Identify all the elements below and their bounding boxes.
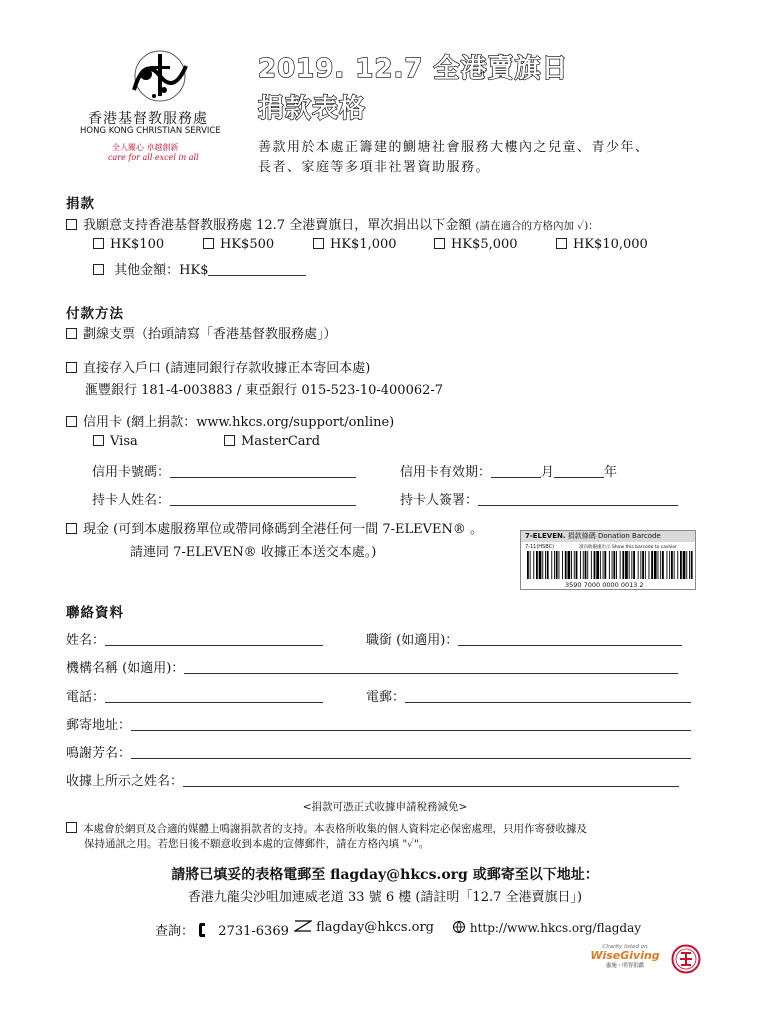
enquiry-row [155,920,289,939]
organisation-label: 機構名稱 (如適用)： [66,661,185,676]
barcode-bar [662,551,664,579]
visa-checkbox[interactable] [93,435,104,446]
website-link[interactable]: http://www.hkcs.org/flagday [469,921,642,935]
deposit-accounts: 滙豐銀行 181-4-003883 / 東亞銀行 015-523-10-400062-7 [85,383,444,398]
barcode-bar [645,551,646,579]
barcode-bar [642,551,644,579]
card-signature-row [400,489,678,508]
barcode-code-label: 7-11(HSBC) [525,544,555,550]
year-label: 年 [604,465,618,480]
barcode-title-en: Donation Barcode [598,532,661,540]
org-name-en: HONG KONG CHRISTIAN SERVICE [80,126,221,136]
barcode-bar [667,551,668,579]
position-field[interactable] [458,632,682,646]
barcode-bar [565,551,567,579]
barcode-bar [604,551,606,579]
mailing-address: 香港九龍尖沙咀加連威老道 33 號 6 樓 (請註明「12.7 全港賣旗日」) [187,890,583,905]
phone-label: 電話： [66,690,106,705]
intro-line-2: 長者、家庭等多項非社署資助服務。 [258,160,491,175]
barcode-bar [689,551,690,579]
card-signature-field[interactable] [478,492,678,506]
page-title: 2019. 12.7 全港賣旗日 [258,54,569,84]
slogan-en: care for all excel in all [108,153,199,162]
amount-checkbox-5000[interactable] [434,238,445,249]
barcode-bar [629,551,630,579]
barcode-bar [533,551,534,579]
position-label: 職銜 (如適用)： [366,633,459,648]
other-amount-label: 其他金額：HK$ [114,263,209,278]
barcode-bar [574,551,575,579]
card-expiry-row [400,461,617,480]
mastercard-checkbox[interactable] [224,435,235,446]
wisegiving-small-text: Charity listed on [602,944,648,950]
card-holder-row [92,489,356,508]
other-amount-field[interactable] [208,262,306,276]
wisegiving-cn: 惠施・明智捐獻 [605,963,645,969]
barcode-number: 3590 7000 0000 0013 2 [565,581,644,589]
barcode-bar [587,551,588,579]
barcode-bar [638,551,639,579]
card-number-field[interactable] [170,464,356,478]
organisation-field[interactable] [184,660,678,674]
cash-line-2: 請連同 7-ELEVEN® 收據正本送交本處。) [130,545,377,560]
hkcs-logo [80,46,235,166]
barcode-bar [620,551,621,579]
barcode-bar [568,551,571,579]
barcode-bar [554,551,555,579]
intro-text [258,138,650,178]
opt-out-checkbox[interactable] [66,822,77,833]
address-field[interactable] [131,717,691,731]
barcode-bar [583,551,584,579]
card-number-row [92,461,356,480]
card-number-label: 信用卡號碼： [92,465,171,480]
amount-label: HK$1,000 [330,237,397,252]
contact-acknowledge-row [66,742,691,761]
cheque-label: 劃線支票（抬頭請寫「香港基督教服務處」） [83,327,337,342]
barcode-bars-icon [525,551,693,581]
barcode-bar [671,551,673,579]
cheque-checkbox[interactable] [66,328,77,339]
website-contact [452,920,641,935]
payment-cash [66,518,483,537]
cash-line-1: 現金 (可到本處服務單位或帶同條碼到全港任何一間 7-ELEVEN® 。 [83,522,483,537]
barcode-bar [613,551,615,579]
card-signature-label: 持卡人簽署： [400,493,479,508]
barcode-bar [556,551,558,579]
contact-receipt-row [66,770,679,789]
barcode-bar [580,551,581,579]
phone-field[interactable] [105,689,323,703]
privacy-line-1: 本處會於網頁及合適的媒體上鳴謝捐款者的支持。本表格所收集的個人資料定必保密處理，只用作寄發收據及 [83,823,587,835]
amount-option-500[interactable] [203,237,274,252]
acknowledge-name-field[interactable] [131,745,691,759]
barcode-bar [680,551,682,579]
card-holder-label: 持卡人姓名： [92,493,171,508]
amount-checkbox-1000[interactable] [313,238,324,249]
payment-deposit [66,357,370,376]
hkcs-logo-icon [124,46,194,106]
barcode-bar [616,551,617,579]
barcode-bar [654,551,657,579]
month-label: 月 [541,465,555,480]
amount-label: HK$5,000 [451,237,518,252]
contact-position-row [366,629,682,648]
payment-credit-card [66,411,394,430]
barcode-bar [539,551,542,579]
deposit-label: 直接存入戶口 (請連同銀行存款收據正本寄回本處) [83,361,371,376]
payment-heading: 付款方法 [66,306,124,322]
barcode-bar [547,551,549,579]
name-label: 姓名： [66,633,106,648]
email-label: 電郵： [366,690,406,705]
amount-option-100[interactable] [93,237,164,252]
contact-heading: 聯絡資料 [66,605,124,621]
visa-label: Visa [110,434,138,449]
barcode-bar [633,551,635,579]
barcode-instruction: 請向收銀處出示 Show this barcode to cashier [579,545,678,550]
intro-line-1: 善款用於本處正籌建的鰂塘社會服務大樓內之兒童、青少年、 [258,140,650,155]
amount-option-10000[interactable] [556,237,648,252]
wisegiving-name: WiseGiving [590,949,660,962]
contact-name-row [66,629,323,648]
barcode-bar [625,551,628,579]
credit-card-checkbox[interactable] [66,416,77,427]
contact-email-row [366,686,691,705]
barcode-header [521,531,695,542]
donation-statement-note: (請在適合的方格內加 ✓)： [475,220,599,232]
barcode-bar [559,551,560,579]
acknowledge-name-label: 鳴謝芳名： [66,746,132,761]
card-holder-field[interactable] [170,492,356,506]
mastercard-option [224,434,320,449]
cash-checkbox[interactable] [66,523,77,534]
barcode-bar [596,551,599,579]
tax-note: <捐款可憑正式收據申請稅務減免> [302,801,468,813]
slogan-cn: 全人關心 卓越創新 [112,143,179,152]
donation-heading: 捐款 [66,196,95,212]
amount-option-1000[interactable] [313,237,397,252]
expiry-month-field[interactable] [491,464,541,478]
barcode-bar [536,551,538,579]
visa-option [93,434,138,449]
card-expiry-label: 信用卡有效期： [400,465,492,480]
receipt-name-label: 收據上所示之姓名： [66,774,184,789]
barcode-bar [551,551,552,579]
barcode-bar [686,551,687,579]
barcode-bar [658,551,659,579]
amount-checkbox-10000[interactable] [556,238,567,249]
barcode-bar [545,551,546,579]
wisegiving-logo [590,944,660,972]
barcode-bar [631,551,632,579]
privacy-line-2: 保持通訊之用。若您日後不願意收到本處的宣傳郵件，請在方格內填 "✓"。 [84,838,430,850]
barcode-bar [651,551,653,579]
phone-icon [198,922,208,938]
barcode-bar [677,551,678,579]
credit-card-label: 信用卡 (網上捐款：www.hkcs.org/support/online) [83,415,395,430]
amount-checkbox-other[interactable] [93,264,104,275]
barcode-bar [609,551,610,579]
barcode-bar [649,551,650,579]
enquiry-label: 查詢： [155,924,195,939]
barcode-bar [683,551,686,579]
mail-icon [294,920,312,932]
barcode-brand: 7-ELEVEN. [525,532,566,540]
barcode-bar [640,551,641,579]
barcode-bar [622,551,624,579]
barcode-bar [612,551,613,579]
amount-option-5000[interactable] [434,237,518,252]
name-field[interactable] [105,632,323,646]
privacy-line-1-row [66,822,587,837]
barcode-bar [674,551,675,579]
barcode-bar [691,551,693,579]
barcode-bar [542,551,543,579]
amount-label: HK$100 [110,237,165,252]
receipt-name-field[interactable] [183,773,679,787]
barcode-bar [585,551,587,579]
web-icon [452,920,466,934]
deposit-checkbox[interactable] [66,362,77,373]
barcode-bar [527,551,529,579]
barcode-bar [530,551,531,579]
email-link[interactable]: flagday@hkcs.org [316,920,434,935]
barcode-bar [591,551,592,579]
org-name-cn: 香港基督教服務處 [88,111,208,127]
barcode-bar [576,551,578,579]
barcode-bar [600,551,601,579]
amount-checkbox-100[interactable] [93,238,104,249]
amount-option-other [93,259,306,278]
send-instruction: 請將已填妥的表格電郵至 flagday@hkcs.org 或郵寄至以下地址： [171,867,599,883]
barcode-bar [562,551,563,579]
donation-statement-row [66,214,599,233]
seal-icon [671,944,701,974]
barcode-bar [603,551,604,579]
phone-number[interactable]: 2731-6369 [218,924,289,939]
email-field[interactable] [405,689,691,703]
barcode-bar [660,551,661,579]
mastercard-label: MasterCard [241,434,321,449]
contact-phone-row [66,686,323,705]
privacy-notice [66,822,587,852]
contact-address-row [66,714,691,733]
payment-cheque [66,323,337,342]
donation-consent-checkbox[interactable] [66,219,77,230]
barcode-title-cn: 捐款條碼 [567,532,596,540]
donation-barcode [520,530,696,590]
contact-organisation-row [66,657,678,676]
barcode-bar [594,551,596,579]
email-contact [294,920,434,935]
barcode-bar [571,551,572,579]
amount-label: HK$10,000 [573,237,648,252]
barcode-bar [669,551,670,579]
expiry-year-field[interactable] [554,464,604,478]
amount-label: HK$500 [220,237,275,252]
address-label: 郵寄地址： [66,718,132,733]
amount-checkbox-500[interactable] [203,238,214,249]
page-subtitle: 捐款表格 [258,94,367,124]
donation-statement: 我願意支持香港基督教服務處 12.7 全港賣旗日，單次捐出以下金額 [83,218,472,233]
